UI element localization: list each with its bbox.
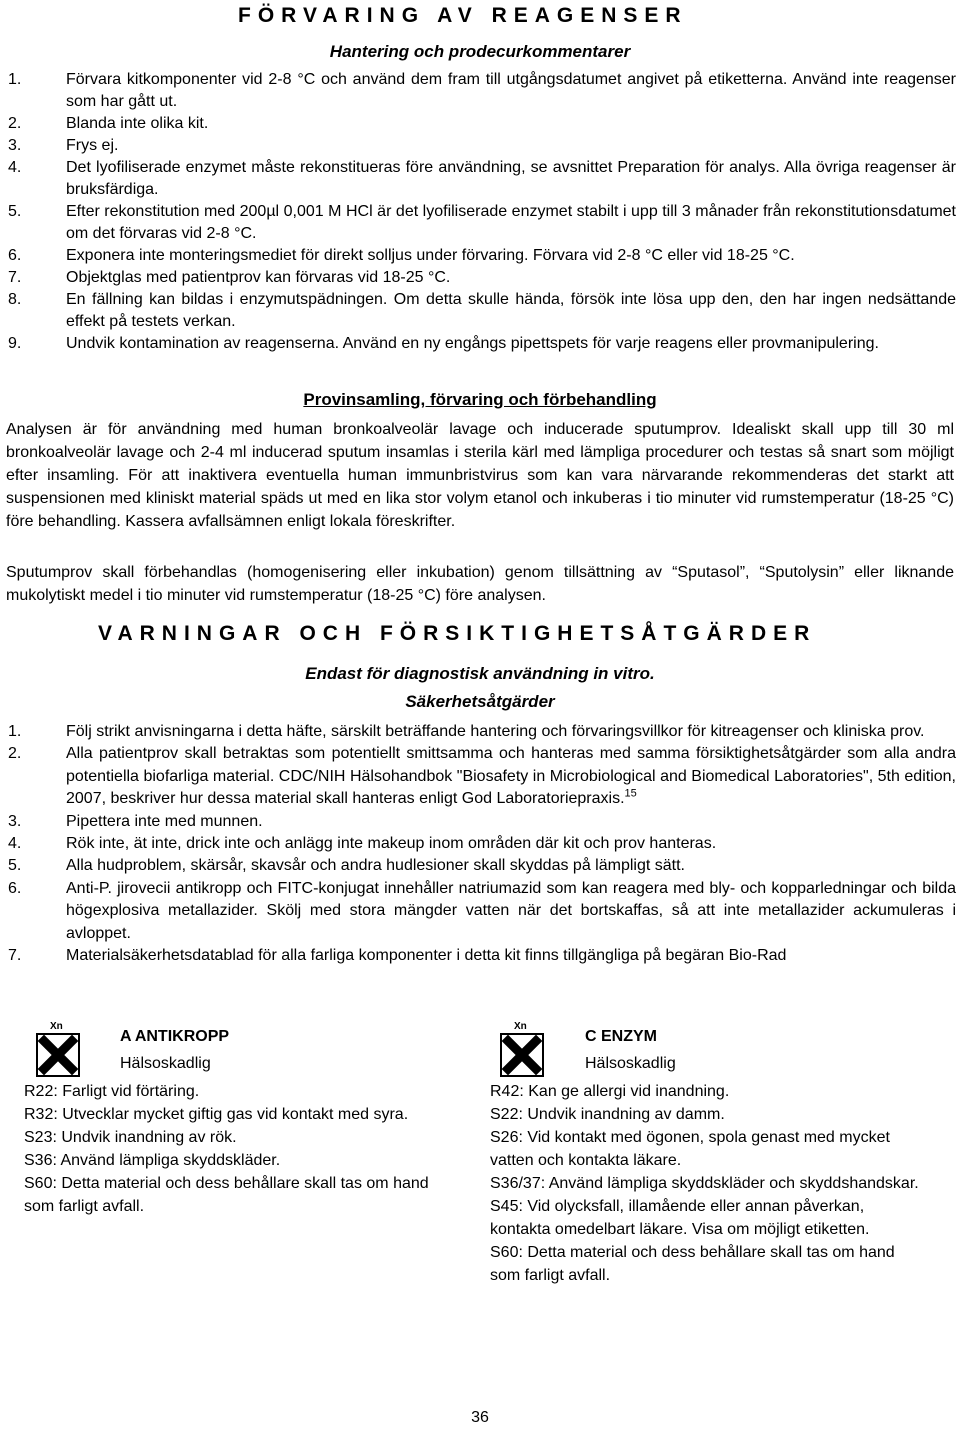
hazard-phrase: S36: Använd lämpliga skyddskläder.: [24, 1152, 281, 1169]
list-item: 3. Pipettera inte med munnen.: [8, 812, 263, 830]
list-item: 5. Alla hudproblem, skärsår, skavsår och andra hudlesioner skall skyddas på lämpligt sätt.: [8, 857, 685, 875]
list-item: 4. Rök inte, ät inte, drick inte och anlägg inte makeup inom områden där kit och prov hanteras.: [8, 835, 717, 853]
harmful-x-icon: [500, 1033, 544, 1077]
hazard-phrase: S60: Detta material och dess behållare skall tas om hand som farligt avfall.: [490, 1244, 895, 1284]
storage-list: [8, 69, 956, 355]
xn-label: Xn: [514, 1021, 527, 1032]
hazard-phrases-c: [490, 1080, 920, 1287]
warnings-subtitle-safety: Säkerhetsåtgärder: [405, 692, 555, 711]
list-item: 7. Objektglas med patientprov kan förvaras vid 18-25 °C.: [8, 269, 451, 286]
list-item: 1. Följ strikt anvisningarna i detta häfte, särskilt beträffande hantering och förvaringsvillkor för kitreagenser och kliniska prov.: [8, 723, 925, 740]
list-item: 2. Alla patientprov skall betraktas som potentiellt smittsamma och hanteras med samma försiktighetsåtgärder som alla andra potentiella biofarliga material. CDC/NIH Hälsohandbok "Biosafety in Microbiological and Biomedical Laboratories", 5th edition, 2007, beskriver hur dessa material skall hanteras enligt God Laboratoriepraxis.$^{15}$: [8, 745, 956, 808]
list-item: 1. Förvara kitkomponenter vid 2-8 °C och använd dem fram till utgångsdatumet angivet på etiketterna. Använd inte reagenser som har gått ut.: [8, 71, 956, 110]
hazard-phrase: R22: Farligt vid förtäring.: [24, 1083, 200, 1100]
warnings-subtitle-invitro: Endast för diagnostisk användning in vitro.: [305, 664, 655, 683]
hazard-title-a: A ANTIKROPP: [120, 1028, 230, 1045]
hazard-phrase: S36/37: Använd lämpliga skyddskläder och skyddshandskar.: [490, 1175, 919, 1192]
section-title-specimen: Provinsamling, förvaring och förbehandling: [303, 390, 657, 409]
hazard-phrase: R32: Utvecklar mycket giftig gas vid kontakt med syra.: [24, 1106, 409, 1123]
harmful-x-icon: [36, 1033, 80, 1077]
footnote-ref: 15: [624, 787, 637, 800]
list-item: 6. Exponera inte monteringsmediet för direkt solljus under förvaring. Förvara vid 2-8 °C eller vid 18-25 °C.: [8, 247, 795, 264]
specimen-paragraph-2: Sputumprov skall förbehandlas (homogenisering eller inkubation) genom tillsättning av “Sputasol”, “Sputolysin” eller liknande mukolytiskt medel i tio minuter vid rumstemperatur (18-25 °C) före analysen.: [6, 564, 954, 604]
list-item: 7. Materialsäkerhetsdatablad för alla farliga komponenter i detta kit finns tillgängliga på begäran Bio-Rad: [8, 947, 787, 965]
hazard-category-c: Hälsoskadlig: [585, 1055, 676, 1072]
hazard-phrase: S45: Vid olycksfall, illamående eller annan påverkan, kontakta omedelbart läkare. Visa om möjligt etiketten.: [490, 1198, 870, 1238]
safety-list: [8, 721, 956, 967]
list-item: 4. Det lyofiliserade enzymet måste rekonstitueras före användning, se avsnittet Preparation för analys. Alla övriga reagenser är bruksfärdiga.: [8, 159, 956, 198]
hazard-phrase: R42: Kan ge allergi vid inandning.: [490, 1083, 730, 1100]
list-item: 9. Undvik kontamination av reagenserna. Använd en ny engångs pipettspets för varje reagens eller provmanipulering.: [8, 335, 879, 352]
list-item: 6. Anti-P. jirovecii antikropp och FITC-konjugat innehåller natriumazid som kan reagera med bly- och kopparledningar och bilda högexplosiva metallazider. Skölj med stora mängder vatten när det bortskaffas, så att inte metallazider ackumuleras i avloppet.: [8, 879, 956, 942]
xn-label: Xn: [50, 1021, 63, 1032]
hazard-title-c: C ENZYM: [585, 1028, 657, 1045]
section-title-warnings: VARNINGAR OCH FÖRSIKTIGHETSÅTGÄRDER: [98, 622, 817, 645]
specimen-paragraph-1: Analysen är för användning med human bronkoalveolär lavage och inducerade sputumprov. Idealiskt skall upp till 30 ml bronkoalveolär lavage och 2-4 ml inducerad sputum insamlas i sterila kärl med lämpliga procedurer och testas så snart som möjligt efter insamling. För att inaktivera eventuella human immunbristvirus som kan vara närvarande rekommenderas det starkt att suspensionen med kliniskt material späds ut med en lika stor volym etanol och inkuberas i tio minuter vid rumstemperatur (18-25 °C) före behandling. Kassera avfallsämnen enligt lokala föreskrifter.: [6, 421, 954, 530]
hazard-phrase: S60: Detta material och dess behållare skall tas om hand som farligt avfall.: [24, 1175, 429, 1215]
hazard-phrase: S22: Undvik inandning av damm.: [490, 1106, 725, 1123]
list-item: 5. Efter rekonstitution med 200µl 0,001 M HCl är det lyofiliserade enzymet stabilt i upp till 3 månader från rekonstitutionsdatumet om det förvaras vid 2-8 °C.: [8, 203, 956, 242]
section-subtitle-handling: Hantering och prodecurkommentarer: [329, 42, 631, 61]
hazard-phrase: S26: Vid kontakt med ögonen, spola genast med mycket vatten och kontakta läkare.: [490, 1129, 890, 1169]
list-item: 2. Blanda inte olika kit.: [8, 115, 209, 132]
list-item: 3. Frys ej.: [8, 137, 119, 154]
list-item: 8. En fällning kan bildas i enzymutspädningen. Om detta skulle hända, försök inte lösa upp den, den har ingen nedsättande effekt på testets verkan.: [8, 291, 956, 330]
section-title-storage: FÖRVARING AV REAGENSER: [238, 4, 688, 27]
hazard-phrase: S23: Undvik inandning av rök.: [24, 1129, 237, 1146]
hazard-phrases-a: [24, 1080, 444, 1218]
hazard-category-a: Hälsoskadlig: [120, 1055, 211, 1072]
page-number: 36: [471, 1409, 489, 1426]
